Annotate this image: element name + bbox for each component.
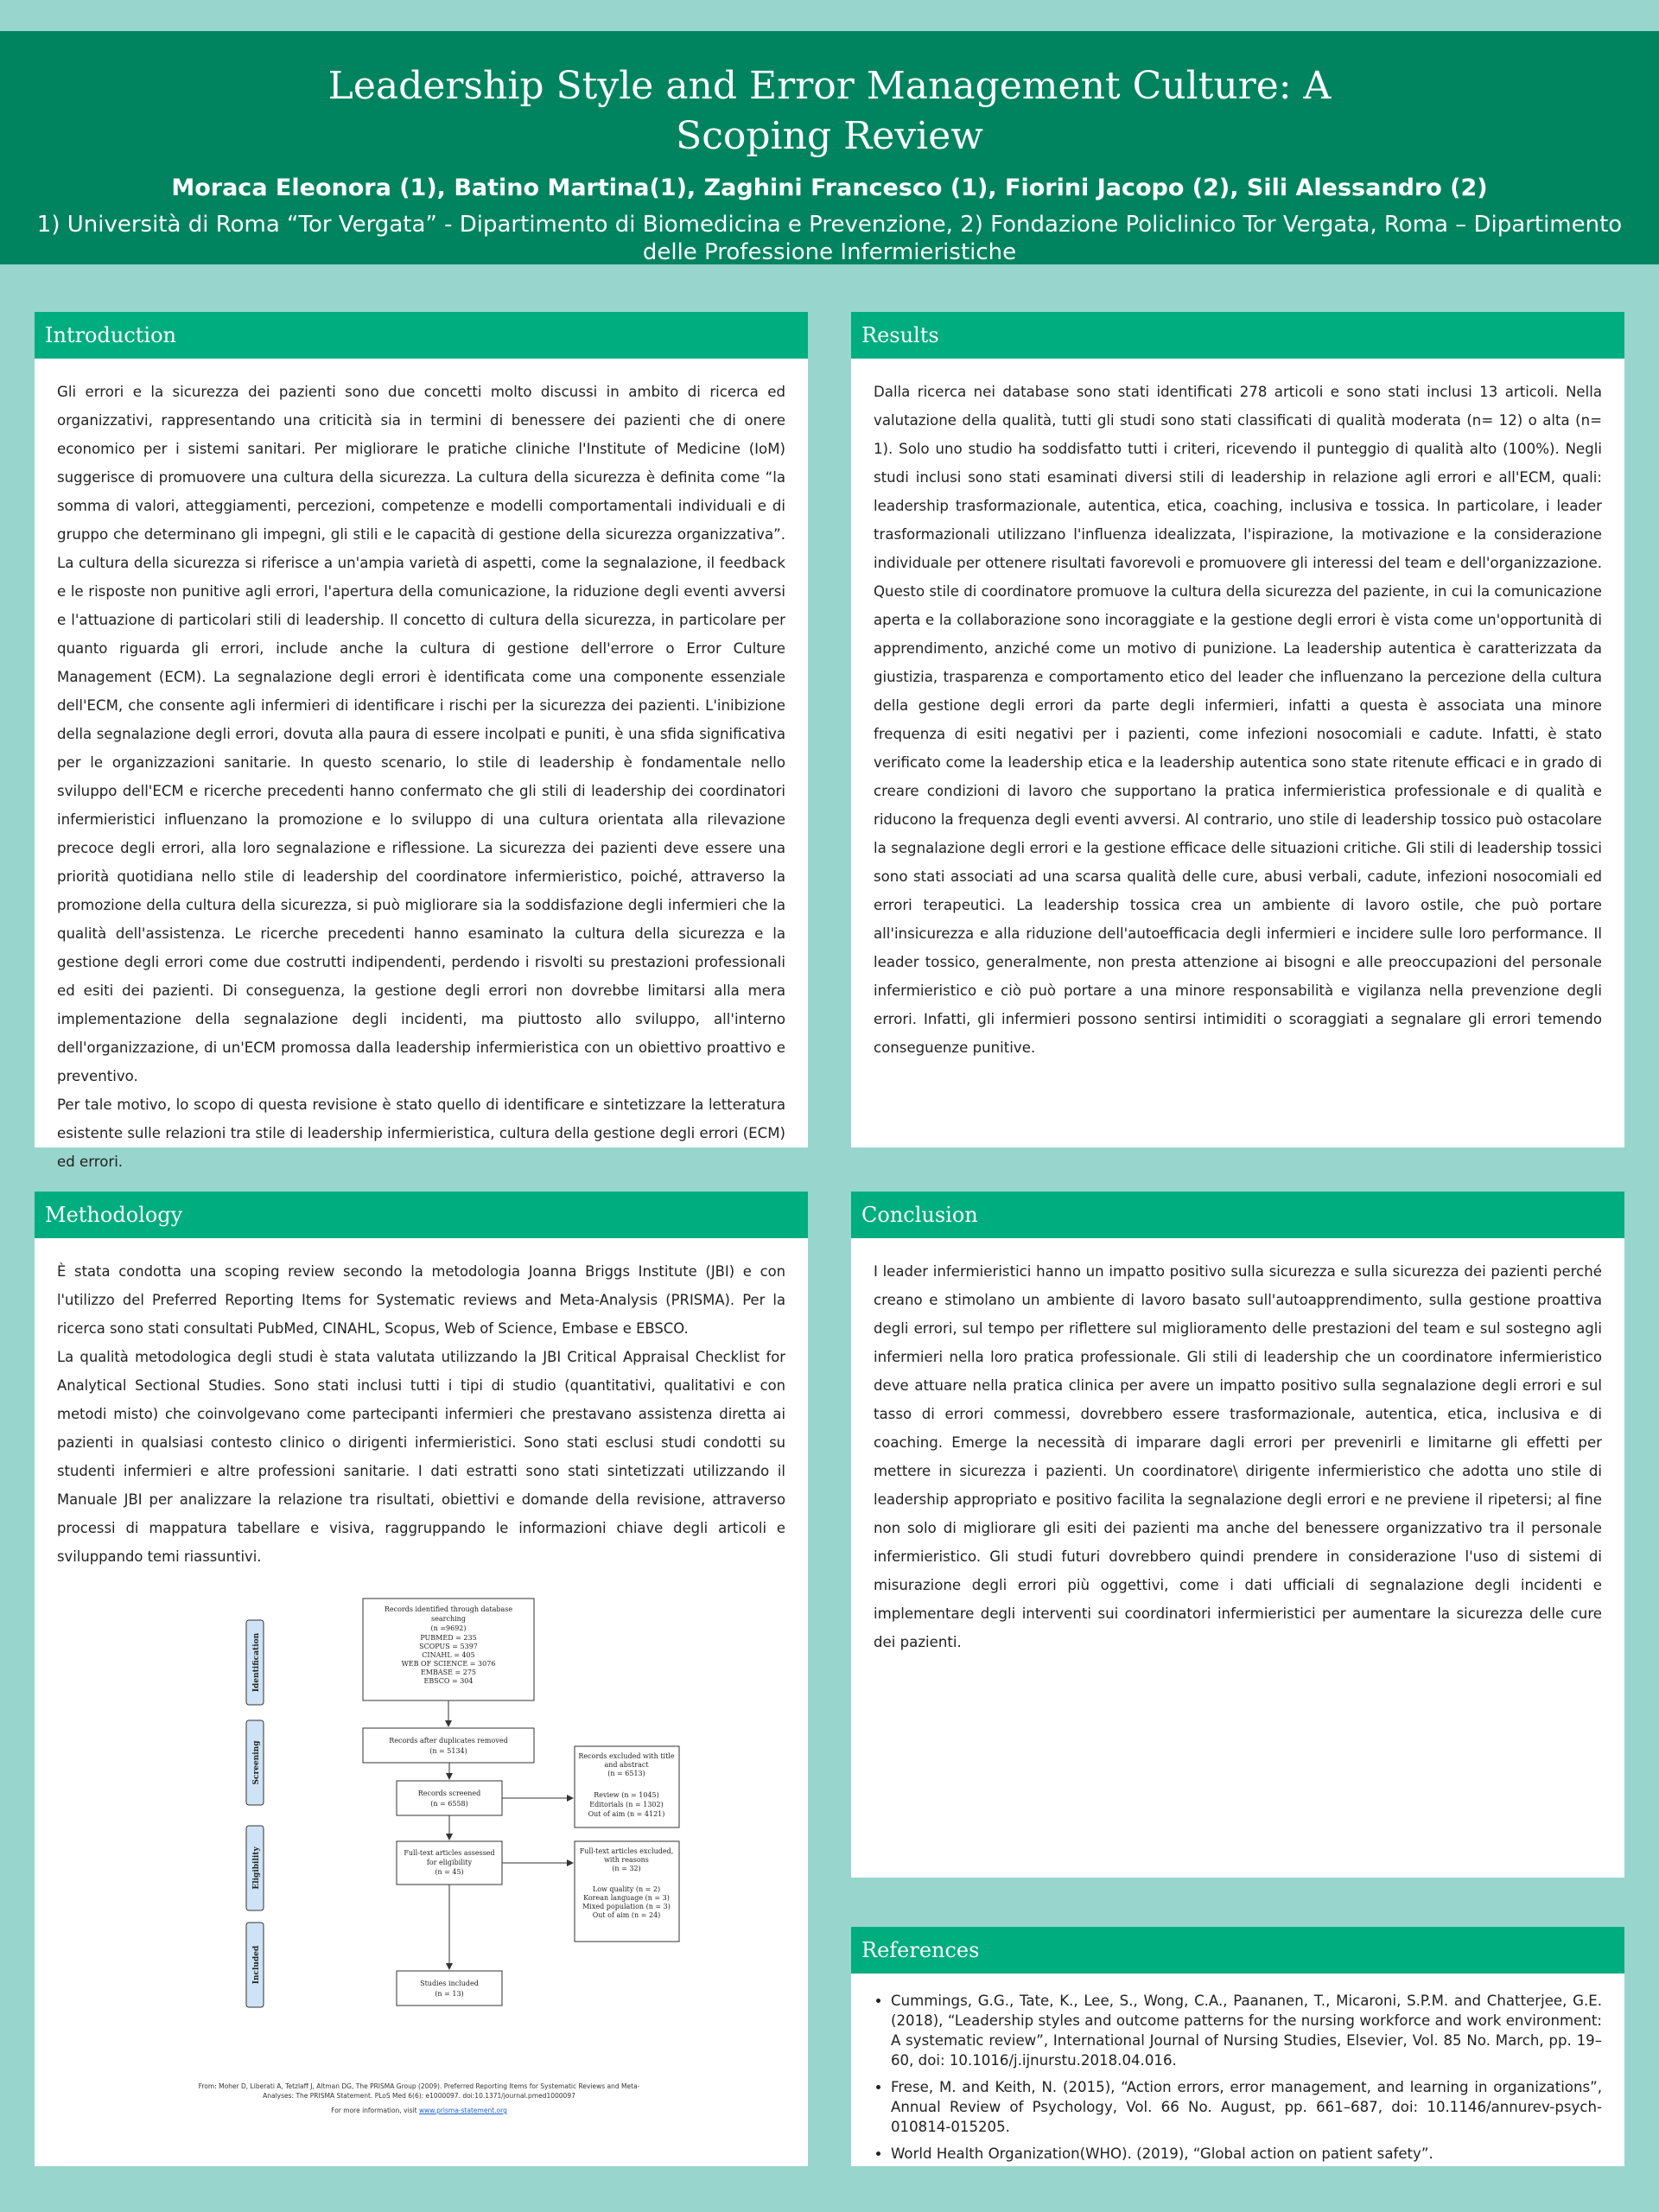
svg-text:Records identified through dat: Records identified through database (384, 1605, 513, 1613)
stage-label-eligibility: Eligibility (252, 1847, 261, 1890)
authors: Moraca Eleonora (1), Batino Martina(1), Zaghini Francesco (1), Fiorini Jacopo (2), Sili Alessandro (2) (171, 175, 1488, 201)
introduction-paragraph: Gli errori e la sicurezza dei pazienti sono due concetti molto discussi in ambito di ricerca ed organizzativi, rappresentando una criticità sia in termini di benessere dei pazienti che di onere economico per i sistemi sanitari. Per migliorare le pratiche cliniche l'Institute of Medicine (IoM) suggerisce di promuovere una cultura della sicurezza. La cultura della sicurezza è definita come “la somma di valori, atteggiamenti, percezioni, competenze e modelli comportamentali individuali e di gruppo che determinano gli impegni, gli stili e le capacità di gestione della sicurezza organizzativa”. La cultura della sicurezza si riferisce a un'ampia varietà di aspetti, come la segnalazione, il feedback e le risposte non punitive agli errori, l'apertura della comunicazione, la riduzione degli eventi avversi e l'attuazione di particolari stili di leadership. Il concetto di cultura della sicurezza, in particolare per quanto riguarda gli errori, include anche la cultura di gestione dell'errore o Error Culture Management (ECM). La segnalazione degli errori è identificata come una componente essenziale dell'ECM, che consente agli infermieri di identificare i rischi per la sicurezza dei pazienti. L'inibizione della segnalazione degli errori, dovuta alla paura di essere incolpati e puniti, è una sfida significativa per le organizzazioni sanitarie. In questo scenario, lo stile di leadership è fondamentale nello sviluppo dell'ECM e ricerche precedenti hanno confermato che gli stili di leadership dei coordinatori infermieristici influenzano la promozione e lo sviluppo di una cultura orientata alla rilevazione precoce degli errori, alla loro segnalazione e riflessione. La sicurezza dei pazienti deve essere una priorità quotidiana nello stile di leadership del coordinatore infermieristico, poiché, attraverso la promozione della cultura della sicurezza, si può migliorare sia la soddisfazione degli infermieri che la qualità dell'assistenza. Le ricerche precedenti hanno esaminato la cultura della sicurezza e la gestione degli errori come due costrutti indipendenti, perdendo i risvolti su prestazioni professionali ed esiti dei pazienti. Di conseguenza, la gestione degli errori non dovrebbe limitarsi alla mera implementazione della segnalazione degli incidenti, ma piuttosto allo sviluppo, all'interno dell'organizzazione, di un'ECM promossa dalla leadership infermieristica con un obiettivo proattivo e preventivo. (57, 384, 785, 1084)
svg-text:WEB OF SCIENCE = 3076: WEB OF SCIENCE = 3076 (401, 1660, 496, 1668)
svg-text:Review (n = 1045): Review (n = 1045) (594, 1791, 659, 1799)
references-panel (851, 1927, 1624, 2166)
svg-text:(n = 13): (n = 13) (435, 1990, 464, 1998)
reference-item: • Frese, M. and Keith, N. (2015), “Action errors, error management, and learning in organizations”, Annual Review of Psychology, Vol. 66 No. August, pp. 661–687, doi: 10.1146/annurev-psych- 010814-015205. (891, 2077, 1602, 2137)
svg-text:(n = 6558): (n = 6558) (430, 1800, 468, 1808)
svg-text:Records excluded with title: Records excluded with title (578, 1752, 675, 1760)
methodology-paragraph: La qualità metodologica degli studi è stata valutata utilizzando la JBI Critical Appraisal Checklist for Analytical Sectional Studies. Sono stati inclusi tutti i tipi di studio (quantitativi, qualitativi e con metodi misto) che coinvolgevano come partecipanti infermieri che prestavano assistenza diretta ai pazienti in qualsiasi contesto clinico o dirigenti infermieristici. Sono stati esclusi studi condotti su studenti infermieri e altre professioni sanitarie. I dati estratti sono stati sintetizzati utilizzando il Manuale JBI per analizzare la relazione tra risultati, obiettivi e domande della revisione, attraverso processi di mappatura tabellare e visiva, raggruppando le informazioni chiave degli articoli e sviluppando temi riassuntivi. (57, 1349, 785, 1565)
svg-text:Records screened: Records screened (417, 1789, 481, 1797)
svg-text:and abstract: and abstract (604, 1761, 649, 1769)
svg-text:(n = 32): (n = 32) (612, 1865, 641, 1872)
methodology-panel (35, 1192, 808, 2166)
svg-text:EBSCO = 304: EBSCO = 304 (423, 1677, 474, 1685)
results-body (851, 359, 1624, 1062)
box-fulltext-assessed (397, 1841, 502, 1885)
references-list (874, 1991, 1602, 2164)
svg-text:Out of aim (n = 24): Out of aim (n = 24) (592, 1911, 661, 1919)
box-studies-included (397, 1971, 502, 2005)
box-excluded-title-abstract (575, 1746, 679, 1827)
svg-text:PUBMED = 235: PUBMED = 235 (420, 1634, 477, 1642)
references-heading: References (851, 1927, 1624, 1974)
box-identified (363, 1599, 534, 1700)
results-paragraph: Dalla ricerca nei database sono stati identificati 278 articoli e sono stati inclusi 13 articoli. Nella valutazione della qualità, tutti gli studi sono stati classificati di qualità moderata (n= 12) o alta (n= 1). Solo uno studio ha soddisfatto tutti i criteri, ricevendo il punteggio di qualità alto (100%). Negli studi inclusi sono stati esaminati diversi stili di leadership in relazione agli errori e all'ECM, quali: leadership trasformazionale, autentica, etica, coaching, inclusiva e tossica. In particolare, i leader trasformazionali utilizzano l'influenza idealizzata, l'ispirazione, la motivazione e la considerazione individuale per ottenere risultati favorevoli e promuovere gli interessi del team e dell'organizzazione. Questo stile di coordinatore promuove la cultura della sicurezza del paziente, in cui la comunicazione aperta e la collaborazione sono incoraggiate e la gestione degli errori è vista come un'opportunità di apprendimento, anziché come un motivo di punizione. La leadership autentica è caratterizzata da giustizia, trasparenza e comportamento etico del leader che influenzano la percezione della cultura della gestione degli errori da parte degli infermieri, infatti a questa è associata una minore frequenza di esiti negativi per i pazienti, come infezioni nosocomiali e cadute. Infatti, è stato verificato come la leadership etica e la leadership autentica sono state ritenute efficaci e in grado di creare condizioni di lavoro che supportano la pratica infermieristica professionale e di qualità e riducono la frequenza degli eventi avversi. Al contrario, uno stile di leadership tossico può ostacolare la segnalazione degli errori e la gestione efficace delle situazioni critiche. Gli stili di leadership tossici sono stati associati ad una scarsa qualità delle cure, abusi verbali, cadute, infezioni nosocomiali ed errori terapeutici. La leadership tossica crea un ambiente di lavoro ostile, che può portare all'insicurezza e alla riduzione dell'autoefficacia degli infermieri e incidere sulle loro performance. Il leader tossico, generalmente, non presta attenzione ai bisogni e alle preoccupazioni del personale infermieristico e ciò può portare a una minore responsabilità e vigilanza nella prevenzione degli errori. Infatti, gli infermieri possono sentirsi intimiditi o scoraggiati a segnalare gli errori temendo conseguenze punitive. (874, 384, 1602, 1056)
results-panel (851, 312, 1624, 1147)
box-after-duplicates (363, 1728, 534, 1763)
svg-text:Low quality (n = 2): Low quality (n = 2) (592, 1885, 661, 1893)
svg-text:EMBASE = 275: EMBASE = 275 (420, 1669, 477, 1676)
reference-item: • Cummings, G.G., Tate, K., Lee, S., Wong, C.A., Paananen, T., Micaroni, S.P.M. and Chatterjee, G.E. (2018), “Leadership styles and outcome patterns for the nursing workforce and work environment: A systematic review”, International Journal of Nursing Studies, Elsevier, Vol. 85 No. March, pp. 19–60, doi: 10.1016/j.ijnurstu.2018.04.016. (891, 1991, 1602, 2070)
title-line-2: Scoping Review (676, 114, 983, 158)
svg-text:for eligibility: for eligibility (426, 1859, 473, 1866)
svg-text:SCOPUS = 5397: SCOPUS = 5397 (419, 1643, 478, 1650)
svg-text:(n = 6513): (n = 6513) (607, 1770, 645, 1777)
svg-text:Out of aim (n = 4121): Out of aim (n = 4121) (588, 1810, 665, 1818)
svg-text:Full-text articles excluded,: Full-text articles excluded, (579, 1847, 674, 1855)
stage-screening (246, 1720, 264, 1805)
source-line: From: Moher D, Liberati A, Tetzlaff J, Altman DG, The PRISMA Group (2009). Preferred Reporting Items for Systematic Reviews and Meta- (198, 2082, 640, 2090)
svg-text:Studies included: Studies included (420, 1980, 479, 1987)
introduction-body (35, 359, 808, 1176)
introduction-paragraph: Per tale motivo, lo scopo di questa revisione è stato quello di identificare e sintetizzare la letteratura esistente sulle relazioni tra stile di leadership infermieristica, cultura della gestione degli errori (ECM) ed errori. (57, 1096, 785, 1170)
svg-text:searching: searching (431, 1615, 466, 1623)
results-heading: Results (851, 312, 1624, 359)
affiliations: 1) Università di Roma “Tor Vergata” - Dipartimento di Biomedicina e Prevenzione, 2) Fondazione Policlinico Tor Vergata, Roma – Dipartimento delle Professione Infermieristiche (36, 212, 1623, 265)
svg-text:Korean language (n = 3): Korean language (n = 3) (583, 1894, 670, 1902)
source-line: Analyses: The PRISMA Statement. PLoS Med 6(6): e1000097. doi:10.1371/journal.pmed1000097 (263, 2092, 575, 2100)
stage-label-screening: Screening (252, 1740, 261, 1785)
box-fulltext-excluded (575, 1841, 679, 1942)
poster-title (225, 61, 1434, 162)
stage-labels (246, 1620, 264, 2007)
stage-identification (246, 1620, 264, 1705)
prisma-link[interactable]: www.prisma-statement.org (418, 2107, 507, 2114)
references-body (851, 1974, 1624, 2164)
poster-header (0, 31, 1659, 264)
methodology-paragraph: È stata condotta una scoping review secondo la metodologia Joanna Briggs Institute (JBI) e con l'utilizzo del Preferred Reporting Items for Systematic reviews and Meta-Analysis (PRISMA). Per la ricerca sono stati consultati PubMed, CINAHL, Scopus, Web of Science, Embase e EBSCO. (57, 1263, 785, 1337)
stage-label-identification: Identification (252, 1632, 261, 1693)
svg-text:with reasons: with reasons (604, 1856, 649, 1864)
introduction-heading: Introduction (35, 312, 808, 359)
svg-text:Mixed population (n = 3): Mixed population (n = 3) (582, 1903, 671, 1910)
svg-text:CINAHL = 405: CINAHL = 405 (422, 1651, 475, 1659)
stage-included (246, 1923, 264, 2007)
box-screened (397, 1781, 502, 1815)
reference-item: • World Health Organization(WHO). (2019), “Global action on patient safety”. (891, 2144, 1602, 2164)
conclusion-heading: Conclusion (851, 1192, 1624, 1238)
conclusion-panel (851, 1192, 1624, 1878)
title-line-1: Leadership Style and Error Management Culture: A (327, 64, 1332, 108)
stage-eligibility (246, 1826, 264, 1910)
prisma-source-note (121, 2082, 717, 2115)
methodology-heading: Methodology (35, 1192, 808, 1238)
svg-text:(n = 45): (n = 45) (435, 1868, 464, 1876)
svg-text:Editorials (n = 1302): Editorials (n = 1302) (589, 1801, 664, 1808)
svg-text:Full-text articles assessed: Full-text articles assessed (404, 1849, 495, 1857)
conclusion-paragraph: I leader infermieristici hanno un impatto positivo sulla sicurezza e sulla sicurezza dei pazienti perché creano e stimolano un ambiente di lavoro basato sull'autoapprendimento, sulla gestione proattiva degli errori, sul tempo per riflettere sul miglioramento delle prestazioni del team e sul sostegno agli infermieri nella loro pratica professionale. Gli stili di leadership che un coordinatore infermieristico deve attuare nella pratica clinica per avere un impatto positivo sulla segnalazione degli errori e sul tasso di errori commessi, dovrebbero essere trasformazionale, autentica, etica, inclusiva e di coaching. Emerge la necessità di imparare dagli errori per prevenirli e limitarne gli effetti per mettere in sicurezza i pazienti. Un coordinatore\ dirigente infermieristico che adotta uno stile di leadership appropriato e positivo facilita la segnalazione degli errori e ne previene il ripetersi; al fine non solo di migliorare gli esiti dei pazienti ma anche del benessere organizzativo tra il personale infermieristico. Gli studi futuri dovrebbero quindi prendere in considerazione l'uso di sistemi di misurazione degli errori più oggettivi, come i dati ufficiali di segnalazione degli incidenti e implementare degli interventi sui coordinatori infermieristici per aumentare la sicurezza delle cure dei pazienti. (874, 1263, 1602, 1650)
prisma-flow-diagram (229, 1586, 696, 2104)
source-more-text: For more information, visit (331, 2107, 417, 2114)
conclusion-body (851, 1238, 1624, 1656)
svg-text:(n =9692): (n =9692) (430, 1624, 467, 1632)
svg-text:(n = 5134): (n = 5134) (429, 1747, 467, 1755)
svg-text:Records after duplicates remov: Records after duplicates removed (389, 1737, 508, 1745)
stage-label-included: Included (252, 1945, 261, 1985)
introduction-panel (35, 312, 808, 1170)
methodology-body (35, 1238, 808, 1571)
